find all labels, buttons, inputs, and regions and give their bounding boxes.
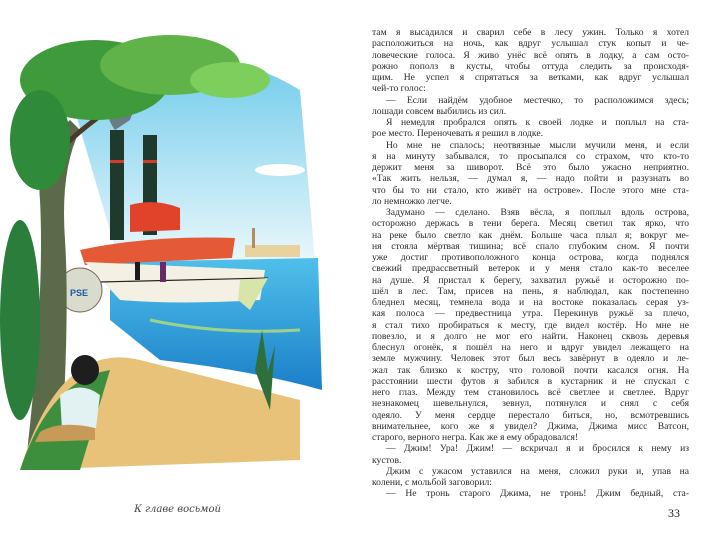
text-line: старого, верного негра. Как же я ему обрадовался! xyxy=(372,432,579,443)
text-line: внимательнее, кого же я увидел? Джима, Джима мисс Ватсон, xyxy=(372,420,689,432)
text-line: — Не тронь старого Джима, не тронь! Джим бедный, ста- xyxy=(386,488,689,500)
text-line: Задумано — сделано. Взяв вёсла, я поплыл вдоль острова, xyxy=(386,207,689,218)
text-line: свежий предрассветный ветерок и у меня стало как-то веселее xyxy=(372,263,689,275)
text-line: незнакомец шевельнулся, зевнул, потянулся и снял с себя xyxy=(372,398,689,410)
text-line: «Так жить нельзя, — думал я, — надо пойти и разузнать во xyxy=(372,173,689,185)
text-line: уже достиг противоположного конца острова, когда поднялся xyxy=(372,252,689,263)
text-line: держит меня за шиворот. Всё это было ужасно неприятно. xyxy=(372,162,689,173)
text-line: Но мне не спалось; неотвязные мысли мучили меня, и если xyxy=(386,139,689,151)
text-line: ня стояла мёртвая тишина; всё спало глубоким сном. Я почти xyxy=(372,240,689,252)
text-line: рожно пополз в кусты, чтобы оттуда следить за происходя- xyxy=(372,60,689,72)
text-line: на душе. Я пристал к берегу, захватил ружьё и осторожно по- xyxy=(372,274,689,286)
text-line: Джим с ужасом уставился на меня, сложил руки и, упав на xyxy=(386,465,689,477)
text-line: кустов. xyxy=(372,454,402,466)
text-line: ловеческие голоса. Я живо унёс всё опять в лодку, а сам осто- xyxy=(372,49,689,61)
text-line: кая полоса — предвестница утра. Перекинув ружьё за плечо, xyxy=(372,308,689,320)
text-line: чей-то голос: xyxy=(372,83,426,95)
text-line: что бы то ни стало, кто живёт на острове». После этого мне ста- xyxy=(372,184,689,196)
text-line: жал так близко к костру, что головой почти касался огня. На xyxy=(372,364,689,376)
text-line: на реке было светло как днём. Больше часа плыл я; вокруг ме- xyxy=(372,229,689,241)
text-line: осторожно держась в тени берега. Месяц светил так ярко, что xyxy=(372,218,689,230)
text-line: лошади совсем выбились из сил. xyxy=(372,105,507,117)
text-line: блеснул огонёк, я пошёл на него и вдруг увидел лежащего на xyxy=(372,342,689,353)
text-line: шёл в лес. Там, присев на пень, я наблюдал, как постепенно xyxy=(372,285,689,297)
text-line: него глаз. Между тем становилось всё светлее и светлее. Вдруг xyxy=(372,387,689,398)
text-line: я на минуту забывался, то просыпался со страхом, что кто-то xyxy=(372,150,689,162)
text-line: расстоянии шести футов я забился в кустарник и не спускал с xyxy=(372,375,689,387)
text-line: ло немножко легче. xyxy=(372,195,452,207)
text-line: рое место. Переночевать я решил в лодке. xyxy=(372,128,544,140)
text-line: бледнел месяц, темнела вода и на востоке показалась серая уз- xyxy=(372,297,689,308)
text-line: Я немедля пробрался опять к своей лодке и поплыл на ста- xyxy=(386,117,689,128)
text-line: — Джим! Ура! Джим! — вскричал я и бросился к нему из xyxy=(386,443,689,455)
body-text xyxy=(372,27,689,500)
page-number: 33 xyxy=(668,506,680,520)
steamboat-illustration xyxy=(0,0,350,480)
text-line: земле мужчину. Человек этот был весь завёрнут в одеяло и ле- xyxy=(372,353,689,365)
text-line: расположиться на ночь, как вдруг услышал стук копыт и че- xyxy=(372,38,689,50)
text-line: повезло, и я долго не мог его найти. Наконец сквозь деревья xyxy=(372,330,689,342)
text-line: там я высадился и сварил себе в лесу ужин. Только я хотел xyxy=(372,27,689,38)
text-line: — Если найдём удобное местечко, то расположимся здесь; xyxy=(386,94,689,106)
text-line: щим. Не успел я спрятаться за ветками, как вдруг услышал xyxy=(372,72,689,83)
boat-sign: PSE xyxy=(70,288,89,298)
text-line: я стал тихо пробираться к месту, где видел костёр. Но мне не xyxy=(372,319,689,331)
text-line: одеяло. У меня сердце перестало биться, но, всмотревшись xyxy=(372,409,689,421)
illustration-caption: К главе восьмой xyxy=(134,504,221,515)
text-line: колени, с мольбой заговорил: xyxy=(372,477,492,488)
